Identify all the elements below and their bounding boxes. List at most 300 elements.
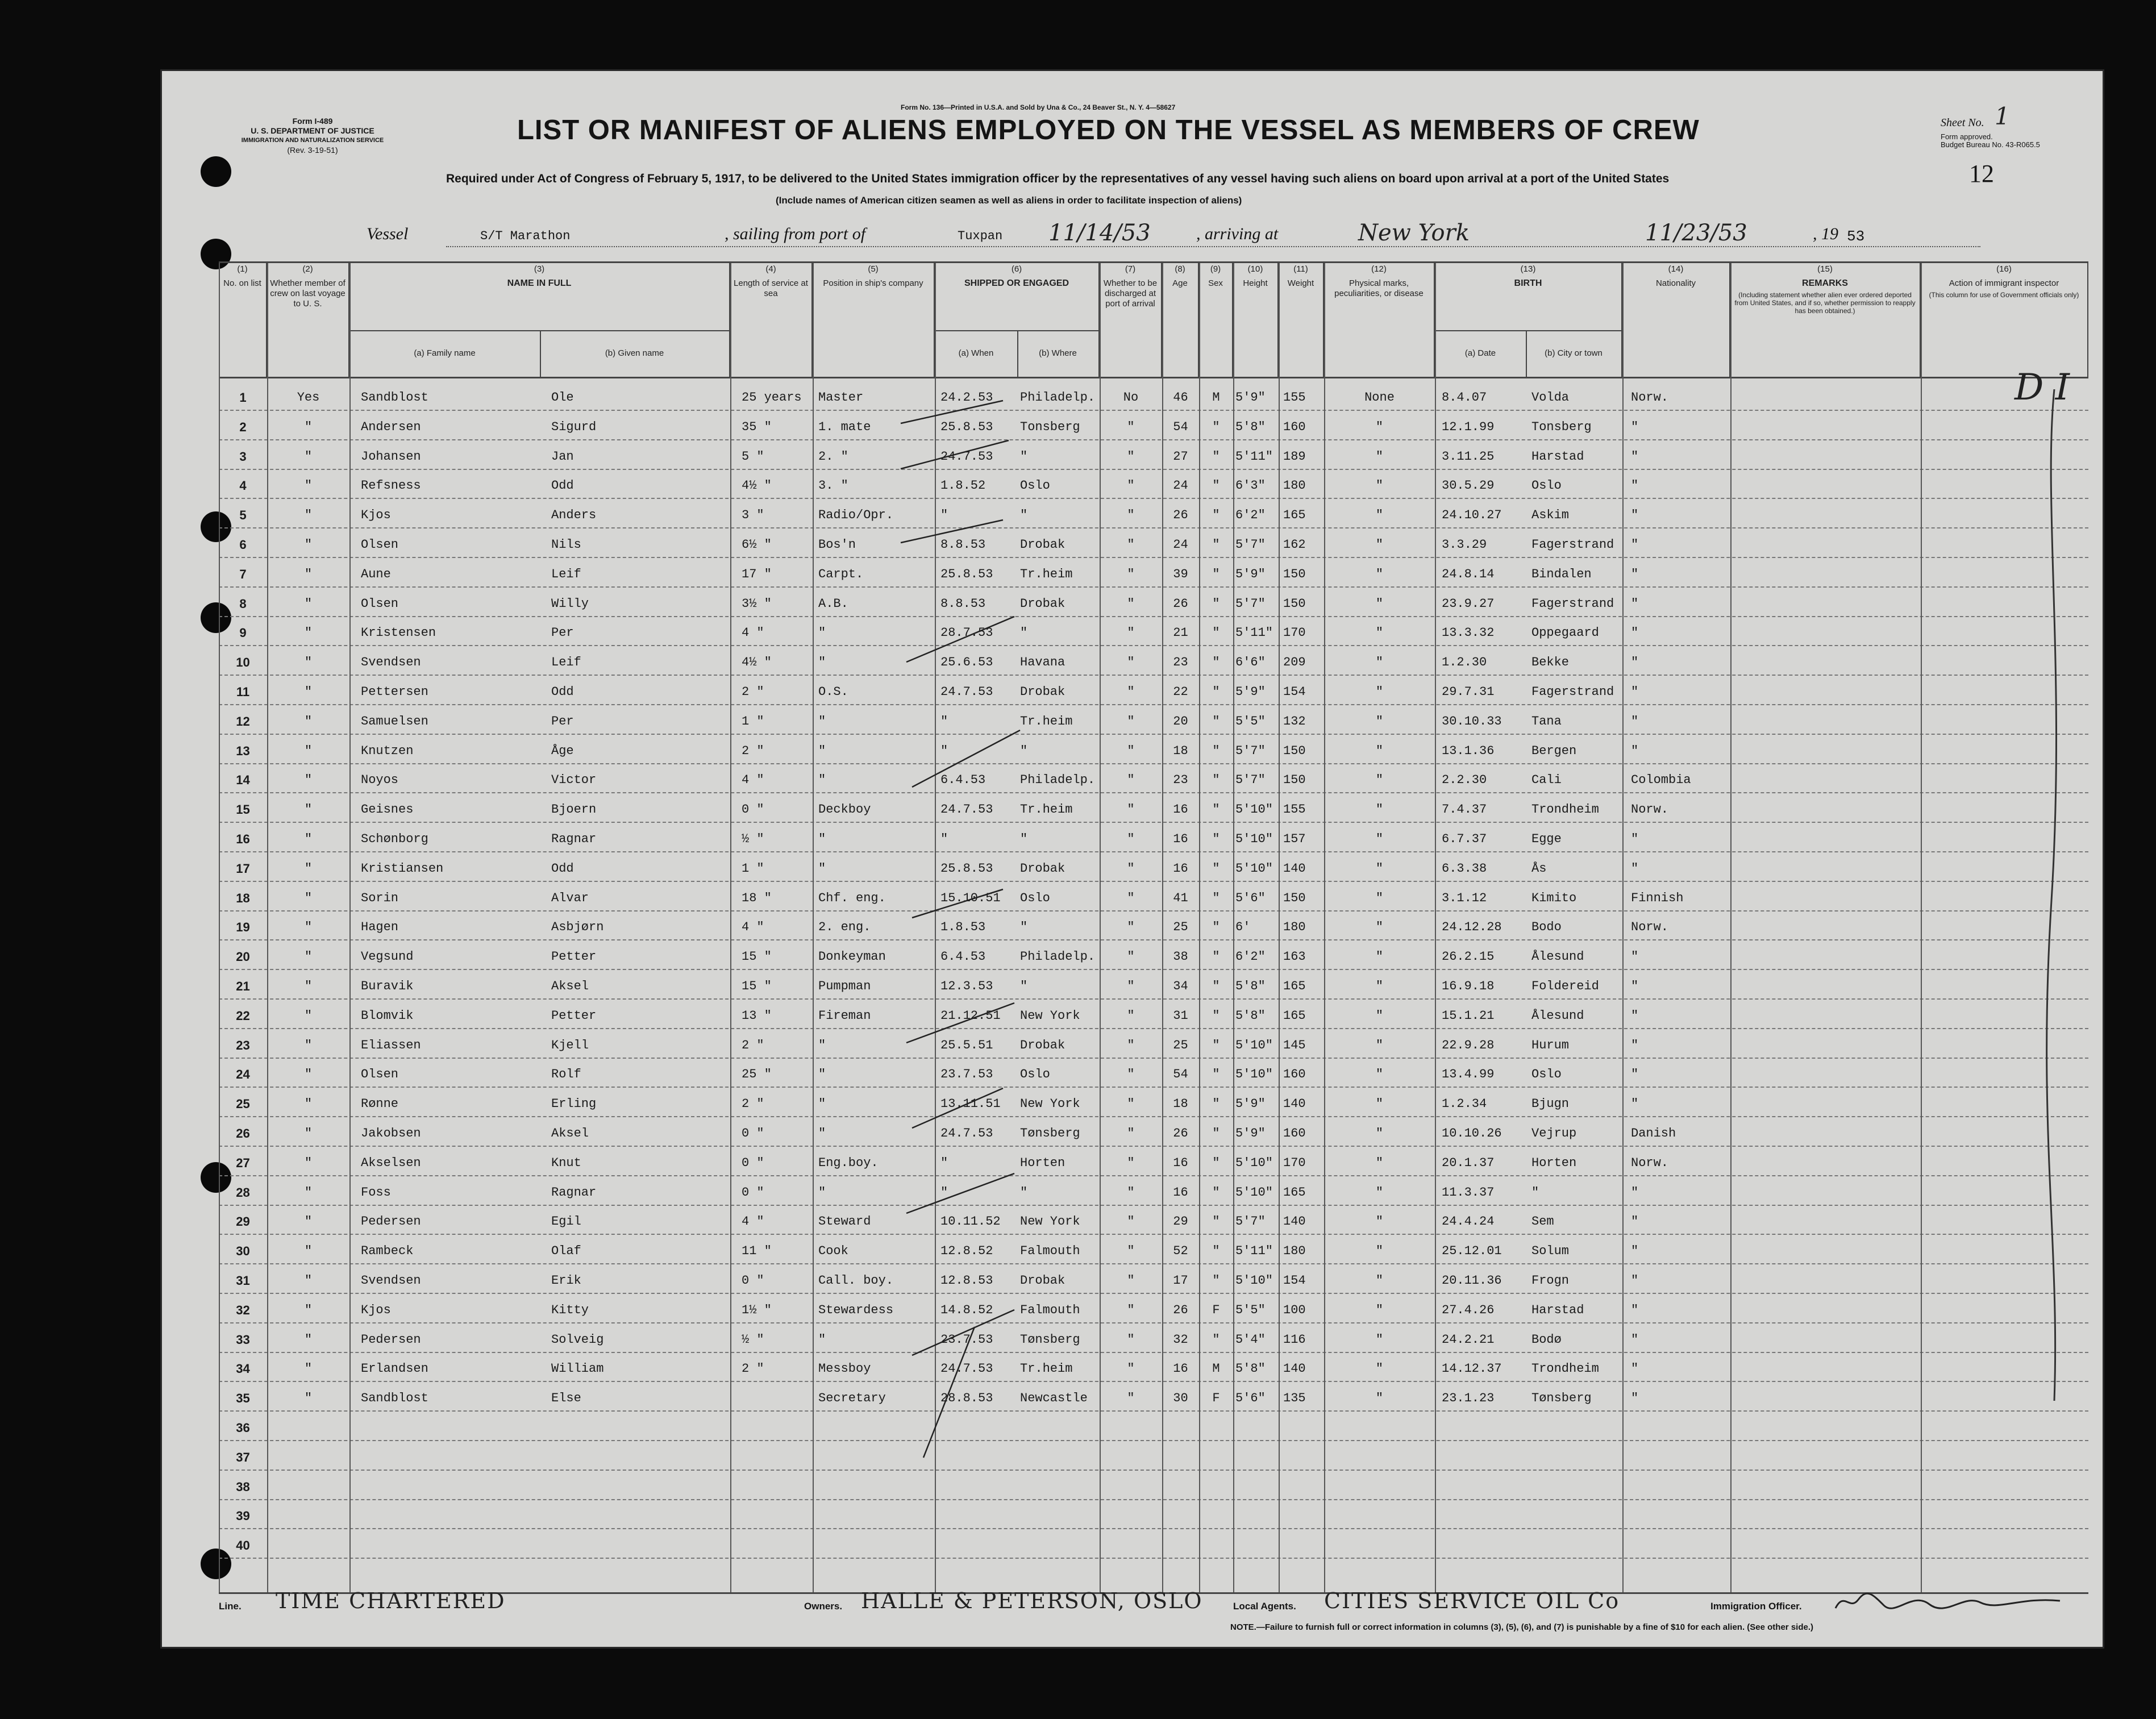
- column-label: Whether member of crew on last voyage to U. S.: [270, 278, 346, 309]
- cell-nat: ": [1631, 1362, 1639, 1376]
- cell-sex: ": [1212, 1038, 1220, 1052]
- table-row: [219, 1266, 2088, 1295]
- cell-given: Kjell: [551, 1038, 589, 1052]
- cell-family: Kjos: [361, 1302, 391, 1317]
- cell-position: ": [818, 773, 826, 788]
- cell-position: Cook: [818, 1244, 848, 1259]
- form-id-block: [227, 116, 398, 155]
- cell-marks: ": [1375, 890, 1384, 905]
- cell-no: 25: [236, 1097, 250, 1112]
- cell-no: 4: [239, 478, 247, 493]
- column-header-c3: [349, 263, 730, 377]
- cell-age: 30: [1173, 1391, 1188, 1406]
- cell-height: 5'8": [1235, 979, 1266, 993]
- cell-family: Kristiansen: [361, 861, 444, 876]
- cell-nat: ": [1631, 1214, 1639, 1229]
- cell-given: Knut: [551, 1155, 581, 1170]
- cell-bdate: 1.2.34: [1442, 1097, 1487, 1112]
- cell-last: ": [304, 979, 313, 993]
- cell-family: Rønne: [361, 1097, 399, 1112]
- cell-last: ": [304, 1214, 313, 1229]
- row-rule: [219, 1234, 2088, 1235]
- cell-nat: ": [1631, 419, 1639, 434]
- row-rule: [219, 734, 2088, 735]
- cell-nat: ": [1631, 567, 1639, 581]
- row-rule: [219, 1293, 2088, 1294]
- cell-age: 20: [1173, 714, 1188, 729]
- cell-given: Petter: [551, 950, 597, 964]
- cell-height: 5'11": [1235, 1244, 1273, 1259]
- cell-last: ": [304, 1302, 313, 1317]
- cell-disch: ": [1127, 861, 1135, 876]
- cell-no: 18: [236, 890, 250, 905]
- cell-marks: ": [1375, 743, 1384, 758]
- cell-where: Tønsberg: [1020, 1332, 1080, 1347]
- cell-age: 18: [1173, 1097, 1188, 1112]
- cell-nat: Norw.: [1631, 920, 1669, 935]
- cell-when: 24.7.53: [940, 685, 993, 699]
- cell-weight: 135: [1283, 1391, 1306, 1406]
- table-row: [219, 765, 2088, 794]
- cell-marks: ": [1375, 1038, 1384, 1052]
- table-row: [219, 883, 2088, 912]
- cell-given: Victor: [551, 773, 597, 788]
- cell-given: Aksel: [551, 979, 589, 993]
- cell-position: 1. mate: [818, 419, 871, 434]
- cell-no: 31: [236, 1273, 250, 1288]
- column-label: No. on list: [223, 278, 261, 288]
- cell-disch: ": [1127, 1244, 1135, 1259]
- cell-last: ": [304, 1038, 313, 1052]
- cell-no: 21: [236, 979, 250, 993]
- officer-signature: [1833, 1588, 2071, 1617]
- table-row: [219, 706, 2088, 735]
- cell-marks: ": [1375, 1244, 1384, 1259]
- table-row: [219, 442, 2088, 471]
- cell-family: Refsness: [361, 478, 421, 493]
- column-label: Action of immigrant inspector: [1949, 278, 2059, 288]
- cell-nat: Norw.: [1631, 390, 1669, 405]
- column-header-c13: [1435, 263, 1622, 377]
- cell-nat: ": [1631, 538, 1639, 552]
- punch-hole: [201, 156, 231, 187]
- cell-last: ": [304, 920, 313, 935]
- cell-city: Harstad: [1531, 1302, 1584, 1317]
- cell-age: 16: [1173, 861, 1188, 876]
- cell-marks: ": [1375, 538, 1384, 552]
- column-label: Position in ship's company: [823, 278, 923, 288]
- cell-given: Erling: [551, 1097, 597, 1112]
- year-prefix: , 19: [1813, 224, 1838, 243]
- cell-service: 0 ": [742, 1185, 764, 1200]
- cell-no: 16: [236, 832, 250, 846]
- cell-when: 28.8.53: [940, 1391, 993, 1406]
- cell-service: 0 ": [742, 802, 764, 817]
- column-number: (15): [1817, 264, 1833, 274]
- cell-weight: 170: [1283, 1155, 1306, 1170]
- cell-given: Egil: [551, 1214, 581, 1229]
- cell-where: ": [1020, 1185, 1028, 1200]
- cell-service: 15 ": [742, 950, 772, 964]
- table-row: [219, 1148, 2088, 1177]
- cell-city: Solum: [1531, 1244, 1570, 1259]
- footer: [219, 1588, 2088, 1632]
- cell-city: Askim: [1531, 508, 1570, 523]
- cell-given: Per: [551, 626, 574, 640]
- cell-when: 24.7.53: [940, 802, 993, 817]
- cell-given: Anders: [551, 508, 597, 523]
- cell-city: Vejrup: [1531, 1126, 1577, 1141]
- cell-sex: ": [1212, 508, 1220, 523]
- cell-height: 6'6": [1235, 655, 1266, 670]
- cell-where: New York: [1020, 1008, 1080, 1023]
- cell-weight: 140: [1283, 1362, 1306, 1376]
- cell-position: Deckboy: [818, 802, 871, 817]
- cell-family: Vegsund: [361, 950, 414, 964]
- cell-last: ": [304, 1362, 313, 1376]
- cell-no: 33: [236, 1332, 250, 1347]
- cell-disch: ": [1127, 478, 1135, 493]
- cell-height: 5'5": [1235, 714, 1266, 729]
- cell-marks: ": [1375, 419, 1384, 434]
- cell-city: Fagerstrand: [1531, 538, 1614, 552]
- cell-city: Fagerstrand: [1531, 596, 1614, 611]
- row-rule: [219, 1087, 2088, 1088]
- row-rule: [219, 616, 2088, 617]
- column-divider: [1162, 263, 1163, 1593]
- cell-city: Bindalen: [1531, 567, 1592, 581]
- subcolumn-b: (b) Given name: [605, 348, 664, 358]
- cell-family: Blomvik: [361, 1008, 414, 1023]
- cell-weight: 150: [1283, 567, 1306, 581]
- cell-service: ½ ": [742, 832, 764, 846]
- cell-given: William: [551, 1362, 604, 1376]
- cell-sex: M: [1212, 1362, 1220, 1376]
- cell-where: Tr.heim: [1020, 714, 1073, 729]
- cell-city: Trondheim: [1531, 1362, 1599, 1376]
- cell-bdate: 23.1.23: [1442, 1391, 1495, 1406]
- cell-given: Jan: [551, 449, 574, 464]
- cell-service: 2 ": [742, 1362, 764, 1376]
- position-check-marks: [889, 389, 1060, 1497]
- cell-family: Pettersen: [361, 685, 428, 699]
- cell-sex: ": [1212, 685, 1220, 699]
- cell-service: ½ ": [742, 1332, 764, 1347]
- table-row: [219, 1325, 2088, 1354]
- cell-weight: 140: [1283, 1097, 1306, 1112]
- table-row: [219, 677, 2088, 706]
- subcolumn-a: (a) Family name: [414, 348, 476, 358]
- cell-bdate: 26.2.15: [1442, 950, 1495, 964]
- cell-given: Ragnar: [551, 832, 597, 846]
- cell-family: Aune: [361, 567, 391, 581]
- cell-no: 35: [236, 1391, 250, 1406]
- row-rule: [219, 969, 2088, 970]
- cell-nat: Danish: [1631, 1126, 1676, 1141]
- cell-sex: ": [1212, 655, 1220, 670]
- cell-age: 26: [1173, 596, 1188, 611]
- column-number: (1): [237, 264, 248, 274]
- cell-given: Else: [551, 1391, 581, 1406]
- cell-bdate: 30.5.29: [1442, 478, 1495, 493]
- cell-when: 6.4.53: [940, 950, 986, 964]
- cell-weight: 140: [1283, 861, 1306, 876]
- table-row: [219, 1177, 2088, 1206]
- cell-family: Kjos: [361, 508, 391, 523]
- cell-disch: ": [1127, 890, 1135, 905]
- cell-when: 24.7.53: [940, 1126, 993, 1141]
- cell-where: New York: [1020, 1214, 1080, 1229]
- column-header-c14: [1622, 263, 1730, 377]
- cell-given: Petter: [551, 1008, 597, 1023]
- cell-weight: 154: [1283, 1273, 1306, 1288]
- cell-when: 25.5.51: [940, 1038, 993, 1052]
- cell-given: Sigurd: [551, 419, 597, 434]
- cell-when: 24.2.53: [940, 390, 993, 405]
- cell-age: 24: [1173, 478, 1188, 493]
- cell-last: ": [304, 802, 313, 817]
- cell-no: 10: [236, 655, 250, 670]
- cell-city: Bergen: [1531, 743, 1577, 758]
- cell-service: 11 ": [742, 1244, 772, 1259]
- cell-disch: ": [1127, 626, 1135, 640]
- cell-disch: ": [1127, 832, 1135, 846]
- cell-height: 5'11": [1235, 449, 1273, 464]
- cell-weight: 162: [1283, 538, 1306, 552]
- cell-position: ": [818, 832, 826, 846]
- cell-last: ": [304, 1155, 313, 1170]
- cell-bdate: 6.7.37: [1442, 832, 1487, 846]
- cell-city: Ålesund: [1531, 1008, 1584, 1023]
- column-divider: [1435, 263, 1436, 1593]
- cell-sex: ": [1212, 1008, 1220, 1023]
- cell-sex: ": [1212, 478, 1220, 493]
- page-title: LIST OR MANIFEST OF ALIENS EMPLOYED ON THE VESSEL AS MEMBERS OF CREW: [517, 115, 1700, 145]
- cell-given: Olaf: [551, 1244, 581, 1259]
- cell-last: ": [304, 685, 313, 699]
- cell-where: Tønsberg: [1020, 1126, 1080, 1141]
- cell-when: 12.8.52: [940, 1244, 993, 1259]
- cell-position: Secretary: [818, 1391, 886, 1406]
- cell-marks: ": [1375, 1097, 1384, 1112]
- column-divider: [1199, 263, 1200, 1593]
- cell-position: ": [818, 655, 826, 670]
- cell-disch: ": [1127, 1097, 1135, 1112]
- cell-bdate: 1.2.30: [1442, 655, 1487, 670]
- column-number: (12): [1371, 264, 1387, 274]
- cell-family: Eliassen: [361, 1038, 421, 1052]
- cell-family: Samuelsen: [361, 714, 428, 729]
- cell-sex: ": [1212, 567, 1220, 581]
- cell-when: 24.7.53: [940, 449, 993, 464]
- cell-given: Ole: [551, 390, 574, 405]
- cell-nat: ": [1631, 508, 1639, 523]
- cell-when: 8.8.53: [940, 538, 986, 552]
- cell-position: ": [818, 743, 826, 758]
- cell-weight: 140: [1283, 1214, 1306, 1229]
- cell-nat: ": [1631, 861, 1639, 876]
- cell-when: 12.8.53: [940, 1273, 993, 1288]
- cell-city: Bodø: [1531, 1332, 1562, 1347]
- column-divider: [219, 263, 220, 1593]
- table-row: [219, 1089, 2088, 1118]
- cell-service: 4½ ": [742, 478, 772, 493]
- cell-no: 24: [236, 1067, 250, 1082]
- cell-family: Sorin: [361, 890, 399, 905]
- column-label: REMARKS: [1802, 278, 1848, 288]
- cell-service: 35 ": [742, 419, 772, 434]
- cell-where: Drobak: [1020, 1038, 1065, 1052]
- cell-last: ": [304, 861, 313, 876]
- row-rule: [219, 1322, 2088, 1323]
- cell-disch: ": [1127, 1302, 1135, 1317]
- column-label: Nationality: [1655, 278, 1696, 288]
- cell-where: Oslo: [1020, 478, 1050, 493]
- table-row: [219, 382, 2088, 411]
- cell-last: ": [304, 538, 313, 552]
- row-rule: [219, 498, 2088, 499]
- row-rule: [219, 704, 2088, 705]
- cell-service: 0 ": [742, 1273, 764, 1288]
- cell-last: ": [304, 1126, 313, 1141]
- cell-age: 26: [1173, 1126, 1188, 1141]
- column-number: (4): [765, 264, 776, 274]
- cell-weight: 165: [1283, 1008, 1306, 1023]
- cell-sex: ": [1212, 449, 1220, 464]
- subcolumn-b: (b) Where: [1039, 348, 1077, 358]
- arrival-port: New York: [1358, 220, 1470, 246]
- cell-age: 16: [1173, 832, 1188, 846]
- table-row: [219, 912, 2088, 941]
- cell-sex: ": [1212, 890, 1220, 905]
- subcolumn-rule: [349, 330, 729, 331]
- cell-no: 6: [239, 538, 247, 552]
- cell-sex: ": [1212, 861, 1220, 876]
- cell-disch: ": [1127, 920, 1135, 935]
- cell-when: 25.8.53: [940, 419, 993, 434]
- cell-height: 5'7": [1235, 596, 1266, 611]
- cell-nat: ": [1631, 714, 1639, 729]
- cell-family: Olsen: [361, 538, 399, 552]
- cell-last: ": [304, 832, 313, 846]
- cell-when: ": [940, 1185, 948, 1200]
- cell-where: Falmouth: [1020, 1244, 1080, 1259]
- table-row: [219, 1354, 2088, 1383]
- cell-service: 4 ": [742, 626, 764, 640]
- cell-no: 12: [236, 714, 250, 729]
- cell-height: 5'10": [1235, 1067, 1273, 1082]
- cell-disch: ": [1127, 685, 1135, 699]
- line-label: Line.: [219, 1601, 242, 1612]
- column-header-c4: [730, 263, 813, 377]
- row-rule: [219, 675, 2088, 676]
- cell-height: 5'10": [1235, 1185, 1273, 1200]
- cell-no: 14: [236, 773, 250, 788]
- table-row: [219, 1118, 2088, 1147]
- row-rule: [219, 939, 2088, 940]
- table-row: [219, 559, 2088, 588]
- cell-given: Kitty: [551, 1302, 589, 1317]
- cell-bdate: 29.7.31: [1442, 685, 1495, 699]
- cell-age: 52: [1173, 1244, 1188, 1259]
- cell-marks: ": [1375, 567, 1384, 581]
- cell-nat: ": [1631, 1185, 1639, 1200]
- cell-weight: 132: [1283, 714, 1306, 729]
- cell-weight: 160: [1283, 1126, 1306, 1141]
- cell-position: ": [818, 714, 826, 729]
- cell-where: Newcastle: [1020, 1391, 1088, 1406]
- cell-age: 17: [1173, 1273, 1188, 1288]
- cell-sex: ": [1212, 626, 1220, 640]
- column-label: Height: [1243, 278, 1268, 288]
- cell-service: 3½ ": [742, 596, 772, 611]
- cell-age: 16: [1173, 1155, 1188, 1170]
- cell-height: 5'8": [1235, 1008, 1266, 1023]
- cell-weight: 150: [1283, 773, 1306, 788]
- cell-where: Drobak: [1020, 596, 1065, 611]
- cell-position: Carpt.: [818, 567, 864, 581]
- cell-family: Foss: [361, 1185, 391, 1200]
- cell-nat: ": [1631, 626, 1639, 640]
- cell-family: Geisnes: [361, 802, 414, 817]
- cell-age: 21: [1173, 626, 1188, 640]
- cell-last: ": [304, 419, 313, 434]
- cell-service: 4 ": [742, 1214, 764, 1229]
- cell-position: Pumpman: [818, 979, 871, 993]
- owners-label: Owners.: [804, 1601, 843, 1612]
- cell-position: Chf. eng.: [818, 890, 886, 905]
- cell-age: 54: [1173, 1067, 1188, 1082]
- cell-age: 25: [1173, 1038, 1188, 1052]
- cell-marks: ": [1375, 1273, 1384, 1288]
- cell-bdate: 8.4.07: [1442, 390, 1487, 405]
- cell-age: 16: [1173, 802, 1188, 817]
- inspector-line: [2037, 389, 2083, 1412]
- cell-position: ": [818, 861, 826, 876]
- cell-bdate: 24.10.27: [1442, 508, 1502, 523]
- cell-position: 2. ": [818, 449, 848, 464]
- cell-marks: ": [1375, 478, 1384, 493]
- cell-sex: ": [1212, 802, 1220, 817]
- cell-height: 5'6": [1235, 890, 1266, 905]
- row-rule: [219, 1146, 2088, 1147]
- cell-nat: ": [1631, 950, 1639, 964]
- cell-disch: ": [1127, 419, 1135, 434]
- cell-when: 21.12.51: [940, 1008, 1001, 1023]
- cell-height: 5'10": [1235, 861, 1273, 876]
- cell-where: ": [1020, 508, 1028, 523]
- column-label: NAME IN FULL: [507, 278, 572, 288]
- column-header-c1: [219, 263, 267, 377]
- cell-marks: ": [1375, 1391, 1384, 1406]
- cell-family: Kristensen: [361, 626, 436, 640]
- cell-weight: 209: [1283, 655, 1306, 670]
- cell-when: 23.7.53: [940, 1067, 993, 1082]
- cell-height: 5'10": [1235, 1273, 1273, 1288]
- column-label: Whether to be discharged at port of arrival: [1103, 278, 1158, 309]
- cell-given: Odd: [551, 478, 574, 493]
- cell-when: ": [940, 1155, 948, 1170]
- header-rule: [219, 377, 2088, 378]
- table-row: [219, 1059, 2088, 1088]
- row-rule: [219, 851, 2088, 852]
- arrival-date: 11/23/53: [1645, 220, 1747, 246]
- cell-when: 25.8.53: [940, 861, 993, 876]
- cell-when: 12.3.53: [940, 979, 993, 993]
- cell-marks: None: [1364, 390, 1395, 405]
- cell-city: Volda: [1531, 390, 1570, 405]
- cell-city: Trondheim: [1531, 802, 1599, 817]
